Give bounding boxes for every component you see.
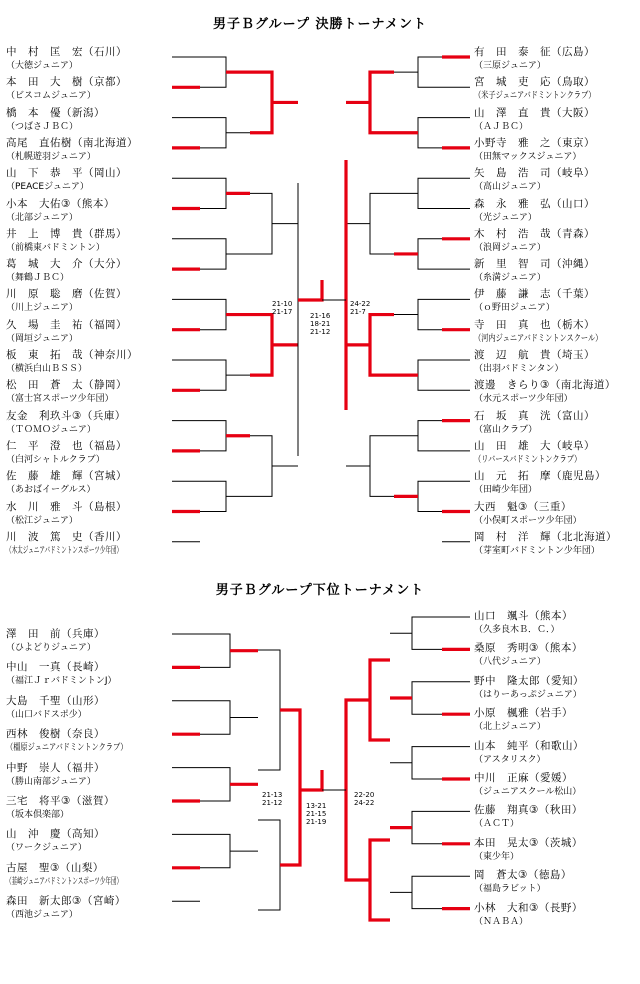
bracket-connector	[418, 57, 442, 87]
bracket-connector	[418, 178, 442, 208]
player-name: 石 坂 真 洸（富山）	[474, 409, 595, 422]
player-name: 葛 城 大 介（大分）	[6, 258, 127, 271]
bracket-connector	[200, 768, 230, 801]
player-name: 大島 千聖（山形）	[6, 694, 105, 707]
player-team: （ＴＯＭＯジュニア）	[6, 424, 96, 435]
player-team: （福島ラビット）	[474, 884, 546, 895]
player-name: 山 元 拓 摩（鹿児島）	[474, 470, 606, 483]
player-name: 佐藤 翔真③（秋田）	[474, 804, 583, 817]
player-team: （勝山南部ジュニア）	[6, 776, 96, 787]
player-team: （大徳ジュニア）	[6, 61, 78, 71]
player-name: 本田 晃太③（茨城）	[474, 836, 583, 849]
bracket-connector	[200, 118, 226, 148]
tournament-title-main: 男子Ｂグループ 決勝トーナメント	[213, 17, 427, 32]
player-team: （ひよどりジュニア）	[6, 643, 96, 653]
player-team: （つばさＪＢＣ）	[6, 121, 79, 132]
player-team: （糸満ジュニア）	[474, 273, 546, 284]
bracket-connector	[200, 634, 230, 667]
final-connector	[300, 770, 322, 790]
bracket-connector	[280, 710, 300, 865]
player-name: 中山 一真（長崎）	[6, 661, 105, 674]
player-team: （田崎少年団）	[474, 485, 538, 496]
player-name: 有 田 泰 征（広島）	[474, 46, 595, 58]
player-team: （米子ジュニアバドミントンクラブ）	[474, 91, 596, 102]
bracket-connector	[370, 193, 394, 254]
bracket-connector	[418, 481, 442, 511]
player-name: 澤 田 前（兵庫）	[6, 628, 105, 640]
player-team: （PEACEジュニア）	[6, 182, 89, 193]
player-team: （山口バドスポ少）	[6, 709, 87, 720]
player-team: （芽室町バドミントン少年団）	[474, 545, 600, 556]
player-team: （水元スポーツ少年団）	[474, 394, 573, 405]
player-name: 仁 平 澄 也（福島）	[6, 439, 127, 452]
bracket-connector	[250, 193, 272, 254]
bracket-connector	[418, 421, 442, 451]
player-team: （田無マックスジュニア）	[474, 151, 582, 162]
player-team: （岡垣ジュニア）	[6, 333, 78, 344]
bracket-connector	[412, 682, 442, 714]
player-team: （ワークジュニア）	[6, 843, 87, 854]
player-name: 山本 純平（和歌山）	[474, 739, 584, 752]
bracket-connector	[200, 421, 226, 451]
player-team: （札幌遊羽ジュニア）	[6, 151, 96, 162]
player-team: （福江ＪｒバドミントンJ）	[6, 676, 117, 687]
player-name: 岡 村 洋 輝（北北海道）	[474, 530, 617, 543]
player-team: （八代ジュニア）	[474, 657, 546, 668]
player-name: 佐 藤 雄 輝（宮城）	[6, 470, 127, 483]
player-team: （橿原ジュニアバドミントンクラブ）	[6, 743, 128, 754]
bracket-connector	[418, 360, 442, 390]
bracket-connector	[412, 617, 442, 649]
player-team: （ＡＣＴ）	[474, 819, 520, 830]
bracket-connector	[250, 315, 272, 376]
player-name: 山 田 雄 大（岐阜）	[474, 439, 595, 452]
player-team: （ビスコムジュニア）	[6, 91, 96, 102]
player-team: （富山クラブ）	[474, 424, 538, 435]
player-name: 森 永 雅 弘（山口）	[474, 197, 595, 210]
player-name: 本 田 大 樹（京都）	[6, 76, 127, 89]
final-score-right: 22-20	[354, 791, 375, 799]
player-name: 寺 田 真 也（栃木）	[474, 318, 595, 331]
bracket-connector	[412, 876, 442, 908]
player-name: 中川 正麻（愛媛）	[474, 772, 573, 784]
player-name: 西林 俊樹（奈良）	[6, 728, 105, 741]
player-name: 古屋 聖③（山梨）	[6, 861, 104, 874]
bracket-connector	[418, 299, 442, 329]
final-score-center: 21-19	[306, 818, 327, 826]
player-team: （北部ジュニア）	[6, 212, 78, 223]
player-team: （浪岡ジュニア）	[474, 242, 546, 253]
player-team: （韮崎ジュニアバドミントンスポーツ少年団）	[6, 876, 123, 887]
player-team: （高山ジュニア）	[474, 182, 546, 193]
player-name: 川 波 篤 史（香川）	[6, 530, 127, 543]
player-name: 新 里 智 司（沖縄）	[474, 258, 595, 271]
player-name: 伊 藤 謙 志（千葉）	[474, 288, 595, 301]
player-name: 板 東 拓 哉（神奈川）	[6, 349, 138, 361]
bracket-connector	[370, 315, 394, 376]
player-team: （前橋東バドミントン）	[6, 242, 105, 253]
bracket-connector	[418, 239, 442, 269]
bracket-connector	[200, 834, 230, 867]
player-team: （河内ジュニアバドミントンスクール）	[474, 333, 603, 344]
player-name: 川 原 聡 磨（佐賀）	[6, 288, 127, 301]
player-name: 小林 大和③（長野）	[474, 901, 583, 914]
player-name: 水 川 雅 斗（島根）	[6, 500, 127, 513]
player-team: （ＡＪＢＣ）	[474, 121, 529, 132]
player-name: 松 田 蒼 太（静岡）	[6, 379, 127, 392]
player-team: （出羽バドミンタン）	[474, 364, 564, 374]
player-team: （横浜白山ＢＳＳ）	[6, 364, 88, 374]
bracket-connector	[250, 436, 272, 497]
player-team: （ＮＡＢＡ）	[474, 916, 529, 927]
final-score-left: 21-10	[272, 300, 293, 308]
final-score-center: 21-16	[310, 312, 331, 320]
final-score-right: 24-22	[350, 300, 371, 308]
player-name: 大西 魁③（三重）	[474, 500, 572, 513]
bracket-connector	[200, 360, 226, 390]
final-score-center: 18-21	[310, 320, 331, 328]
player-team: （北上ジュニア）	[474, 722, 546, 733]
player-name: 矢 島 浩 司（岐阜）	[474, 167, 595, 180]
player-name: 桑原 秀明③（熊本）	[474, 642, 583, 655]
player-name: 友金 利玖斗③（兵庫）	[6, 409, 126, 422]
player-team: （リバースバドミントンクラブ）	[474, 454, 582, 465]
player-name: 山 澤 直 貴（大阪）	[474, 106, 595, 119]
player-name: 中 村 匡 宏（石川）	[6, 46, 127, 58]
player-name: 井 上 博 貴（群馬）	[6, 227, 127, 240]
player-team: （川上ジュニア）	[6, 303, 78, 314]
player-name: 三宅 将平③（滋賀）	[6, 795, 115, 807]
player-team: （舞鶴ＪＢＣ）	[6, 273, 70, 284]
player-team: （松江ジュニア）	[6, 515, 78, 526]
final-score-left: 21-17	[272, 308, 293, 316]
final-score-center: 21-12	[310, 328, 331, 336]
bracket-connector	[200, 239, 226, 269]
player-name: 渡 辺 航 貴（埼玉）	[474, 349, 595, 361]
player-team: （三原ジュニア）	[474, 61, 546, 71]
player-name: 久 場 圭 祐（福岡）	[6, 318, 127, 331]
bracket-connector	[258, 650, 280, 770]
player-name: 渡邊 きらり③（南北海道）	[474, 379, 616, 392]
bracket-connector	[346, 700, 370, 880]
player-team: （あおばイーグルス）	[6, 485, 96, 496]
bracket-connector	[418, 118, 442, 148]
player-name: 高尾 直佑樹（南北海道）	[6, 136, 138, 149]
final-score-right: 21-7	[350, 308, 366, 316]
player-team: （ジュニアスクール松山）	[474, 787, 582, 797]
bracket-connector	[200, 57, 226, 87]
bracket-connector	[370, 72, 394, 133]
player-team: （久多良木Ｂ．Ｃ．）	[474, 625, 560, 635]
player-name: 小野寺 雅 之（東京）	[474, 136, 595, 149]
player-name: 山 沖 慶（高知）	[6, 828, 105, 841]
bracket-connector	[200, 481, 226, 511]
player-team: （はりーあっぷジュニア）	[474, 689, 582, 700]
player-team: （木太ジュニアバドミントンスポーツ少年団）	[6, 545, 123, 556]
player-team: （東少年）	[474, 851, 520, 862]
player-name: 木 村 浩 哉（青森）	[474, 227, 595, 240]
player-name: 岡 蒼太③（徳島）	[474, 869, 572, 882]
final-connector	[298, 280, 322, 300]
player-name: 橋 本 優（新潟）	[6, 106, 105, 119]
player-name: 山口 颯斗（熊本）	[474, 610, 573, 622]
bracket-connector	[412, 811, 442, 843]
bracket-connector	[412, 747, 442, 779]
bracket-connector	[258, 820, 280, 910]
player-team: （坂本倶楽部）	[6, 810, 70, 820]
player-team: （アスタリスク）	[474, 754, 546, 765]
player-team: （小俣町スポーツ少年団）	[474, 515, 582, 526]
player-name: 野中 隆太郎（愛知）	[474, 674, 584, 687]
bracket-connector	[200, 299, 226, 329]
final-score-center: 13-21	[306, 802, 327, 810]
final-score-center: 21-15	[306, 810, 327, 818]
player-team: （光ジュニア）	[474, 212, 537, 223]
final-score-left: 21-13	[262, 791, 283, 799]
player-name: 中野 崇人（福井）	[6, 761, 105, 774]
final-score-left: 21-12	[262, 799, 283, 807]
final-score-right: 24-22	[354, 799, 375, 807]
player-team: （西池ジュニア）	[6, 910, 78, 921]
player-team: （白河シャトルクラブ）	[6, 454, 105, 465]
player-team: （富士宮スポーツ少年団）	[6, 394, 114, 405]
tournament-title-lower: 男子Ｂグループ下位トーナメント	[215, 583, 425, 598]
player-name: 小本 大佑③（熊本）	[6, 197, 115, 210]
player-name: 小原 楓雅（岩手）	[474, 707, 573, 720]
bracket-connector	[250, 72, 272, 133]
bracket-connector	[370, 840, 390, 920]
player-team: （ｏ野田ジュニア）	[474, 303, 555, 314]
bracket-connector	[370, 436, 394, 497]
player-name: 宮 城 吏 応（鳥取）	[474, 76, 595, 89]
player-name: 森田 新太郎③（宮崎）	[6, 895, 126, 908]
bracket-connector	[370, 660, 390, 740]
bracket-connector	[200, 701, 230, 734]
bracket-connector	[200, 178, 226, 208]
player-name: 山 下 恭 平（岡山）	[6, 167, 127, 180]
